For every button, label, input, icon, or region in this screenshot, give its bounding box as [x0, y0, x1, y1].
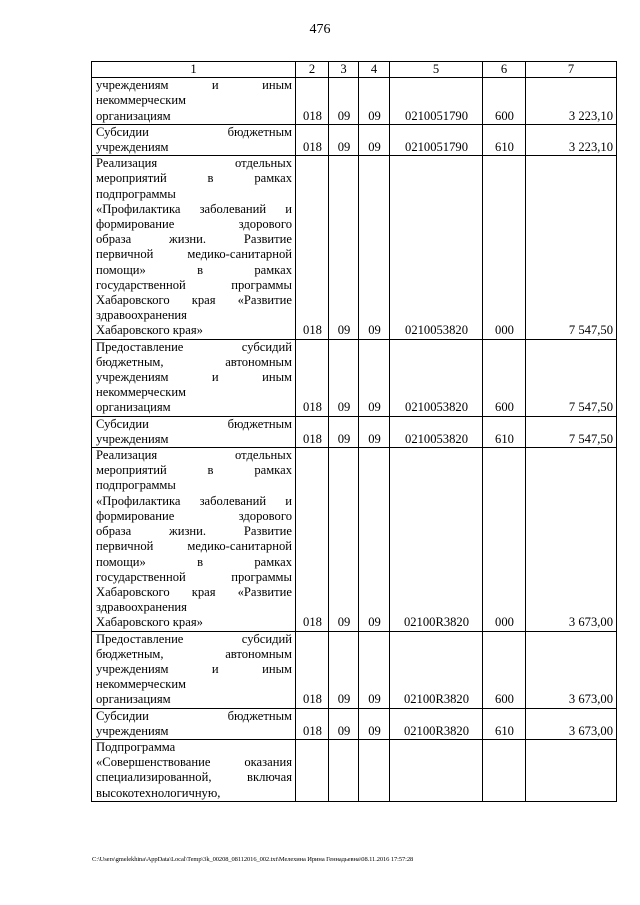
amount: 3 223,10	[526, 124, 617, 155]
description-line: подпрограммы	[96, 186, 176, 201]
budget-table	[91, 61, 617, 802]
table-row	[92, 708, 617, 739]
description-line: Субсидии бюджетным	[96, 708, 292, 723]
row-description	[92, 339, 296, 416]
description-line: подпрограммы	[96, 478, 176, 493]
description-line: формирование здорового	[96, 217, 292, 232]
column-header: 3	[329, 62, 359, 78]
subsection-code: 09	[359, 124, 390, 155]
ministry-code: 018	[296, 448, 329, 631]
description-line: формирование здорового	[96, 508, 292, 523]
description-line: образа жизни. Развитие	[96, 524, 292, 539]
column-header: 1	[92, 62, 296, 78]
ministry-code: 018	[296, 156, 329, 339]
description-line: Предоставление субсидий	[96, 631, 292, 646]
description-line: мероприятий в рамках	[96, 171, 292, 186]
subsection-code	[359, 739, 390, 801]
column-header: 6	[483, 62, 526, 78]
description-line: специализированной, включая	[96, 770, 292, 785]
table-row	[92, 339, 617, 416]
description-line: Реализация отдельных	[96, 156, 292, 171]
expense-type-code: 610	[483, 416, 526, 447]
description-line: бюджетным, автономным	[96, 646, 292, 661]
description-line: учреждениям и иным	[96, 661, 292, 676]
file-path-footer: C:\Users\gmelekhina\AppData\Local\Temp\3k_00208_08112016_002.txt\Мелехина Ирина Геннадьевна\08.11.2016 17:57:28	[92, 856, 414, 863]
description-line: помощи» в рамках	[96, 554, 292, 569]
description-line: Хабаровского края»	[96, 323, 203, 338]
amount: 3 223,10	[526, 78, 617, 125]
table-row	[92, 739, 617, 801]
page-number: 476	[309, 22, 331, 37]
expense-type-code: 000	[483, 156, 526, 339]
amount	[526, 739, 617, 801]
subsection-code: 09	[359, 156, 390, 339]
expense-type-code: 610	[483, 124, 526, 155]
subsection-code: 09	[359, 339, 390, 416]
ministry-code: 018	[296, 78, 329, 125]
section-code	[329, 739, 359, 801]
target-article-code: 0210051790	[390, 124, 483, 155]
row-description	[92, 631, 296, 708]
target-article-code	[390, 739, 483, 801]
description-line: мероприятий в рамках	[96, 463, 292, 478]
description-line: здравоохранения	[96, 600, 187, 615]
target-article-code: 02100R3820	[390, 631, 483, 708]
target-article-code: 0210053820	[390, 416, 483, 447]
description-line: Хабаровского края»	[96, 615, 203, 630]
description-line: организациям	[96, 400, 171, 415]
section-code: 09	[329, 416, 359, 447]
section-code: 09	[329, 339, 359, 416]
ministry-code: 018	[296, 124, 329, 155]
subsection-code: 09	[359, 708, 390, 739]
description-line: некоммерческим	[96, 385, 187, 400]
subsection-code: 09	[359, 78, 390, 125]
table-row	[92, 631, 617, 708]
section-code: 09	[329, 631, 359, 708]
description-line: бюджетным, автономным	[96, 354, 292, 369]
column-header: 5	[390, 62, 483, 78]
table-row	[92, 124, 617, 155]
description-line: «Профилактика заболеваний и	[96, 493, 292, 508]
target-article-code: 02100R3820	[390, 708, 483, 739]
description-line: Предоставление субсидий	[96, 339, 292, 354]
expense-type-code: 000	[483, 448, 526, 631]
row-description	[92, 448, 296, 631]
target-article-code: 02100R3820	[390, 448, 483, 631]
description-line: помощи» в рамках	[96, 262, 292, 277]
ministry-code: 018	[296, 416, 329, 447]
description-line: некоммерческим	[96, 93, 187, 108]
expense-type-code	[483, 739, 526, 801]
row-description	[92, 708, 296, 739]
table-row	[92, 416, 617, 447]
description-line: здравоохранения	[96, 308, 187, 323]
description-line: Подпрограмма	[96, 739, 176, 754]
description-line: учреждениям	[96, 723, 169, 738]
row-description	[92, 156, 296, 339]
target-article-code: 0210053820	[390, 339, 483, 416]
description-line: организациям	[96, 108, 171, 123]
subsection-code: 09	[359, 448, 390, 631]
description-line: «Профилактика заболеваний и	[96, 201, 292, 216]
description-line: первичной медико-санитарной	[96, 539, 292, 554]
row-description	[92, 78, 296, 125]
target-article-code: 0210053820	[390, 156, 483, 339]
ministry-code: 018	[296, 631, 329, 708]
description-line: «Совершенствование оказания	[96, 755, 292, 770]
section-code: 09	[329, 708, 359, 739]
table-row	[92, 78, 617, 125]
column-header: 4	[359, 62, 390, 78]
section-code: 09	[329, 78, 359, 125]
description-line: государственной программы	[96, 277, 292, 292]
ministry-code: 018	[296, 708, 329, 739]
section-code: 09	[329, 156, 359, 339]
expense-type-code: 610	[483, 708, 526, 739]
expense-type-code: 600	[483, 631, 526, 708]
table-row	[92, 156, 617, 339]
expense-type-code: 600	[483, 339, 526, 416]
amount: 3 673,00	[526, 448, 617, 631]
ministry-code: 018	[296, 339, 329, 416]
description-line: учреждениям	[96, 140, 169, 155]
description-line: Субсидии бюджетным	[96, 124, 292, 139]
description-line: учреждениям и иным	[96, 370, 292, 385]
column-header: 7	[526, 62, 617, 78]
description-line: государственной программы	[96, 569, 292, 584]
table-header-row	[92, 62, 617, 78]
description-line: Реализация отдельных	[96, 448, 292, 463]
amount: 7 547,50	[526, 156, 617, 339]
amount: 3 673,00	[526, 631, 617, 708]
description-line: учреждениям и иным	[96, 78, 292, 93]
target-article-code: 0210051790	[390, 78, 483, 125]
amount: 3 673,00	[526, 708, 617, 739]
column-header: 2	[296, 62, 329, 78]
amount: 7 547,50	[526, 339, 617, 416]
description-line: Хабаровского края «Развитие	[96, 293, 292, 308]
section-code: 09	[329, 448, 359, 631]
expense-type-code: 600	[483, 78, 526, 125]
description-line: некоммерческим	[96, 677, 187, 692]
description-line: Субсидии бюджетным	[96, 416, 292, 431]
description-line: высокотехнологичную,	[96, 785, 221, 800]
row-description	[92, 124, 296, 155]
table-row	[92, 448, 617, 631]
description-line: организациям	[96, 692, 171, 707]
amount: 7 547,50	[526, 416, 617, 447]
description-line: учреждениям	[96, 431, 169, 446]
description-line: Хабаровского края «Развитие	[96, 584, 292, 599]
subsection-code: 09	[359, 416, 390, 447]
description-line: образа жизни. Развитие	[96, 232, 292, 247]
description-line: первичной медико-санитарной	[96, 247, 292, 262]
section-code: 09	[329, 124, 359, 155]
row-description	[92, 416, 296, 447]
subsection-code: 09	[359, 631, 390, 708]
ministry-code	[296, 739, 329, 801]
row-description	[92, 739, 296, 801]
